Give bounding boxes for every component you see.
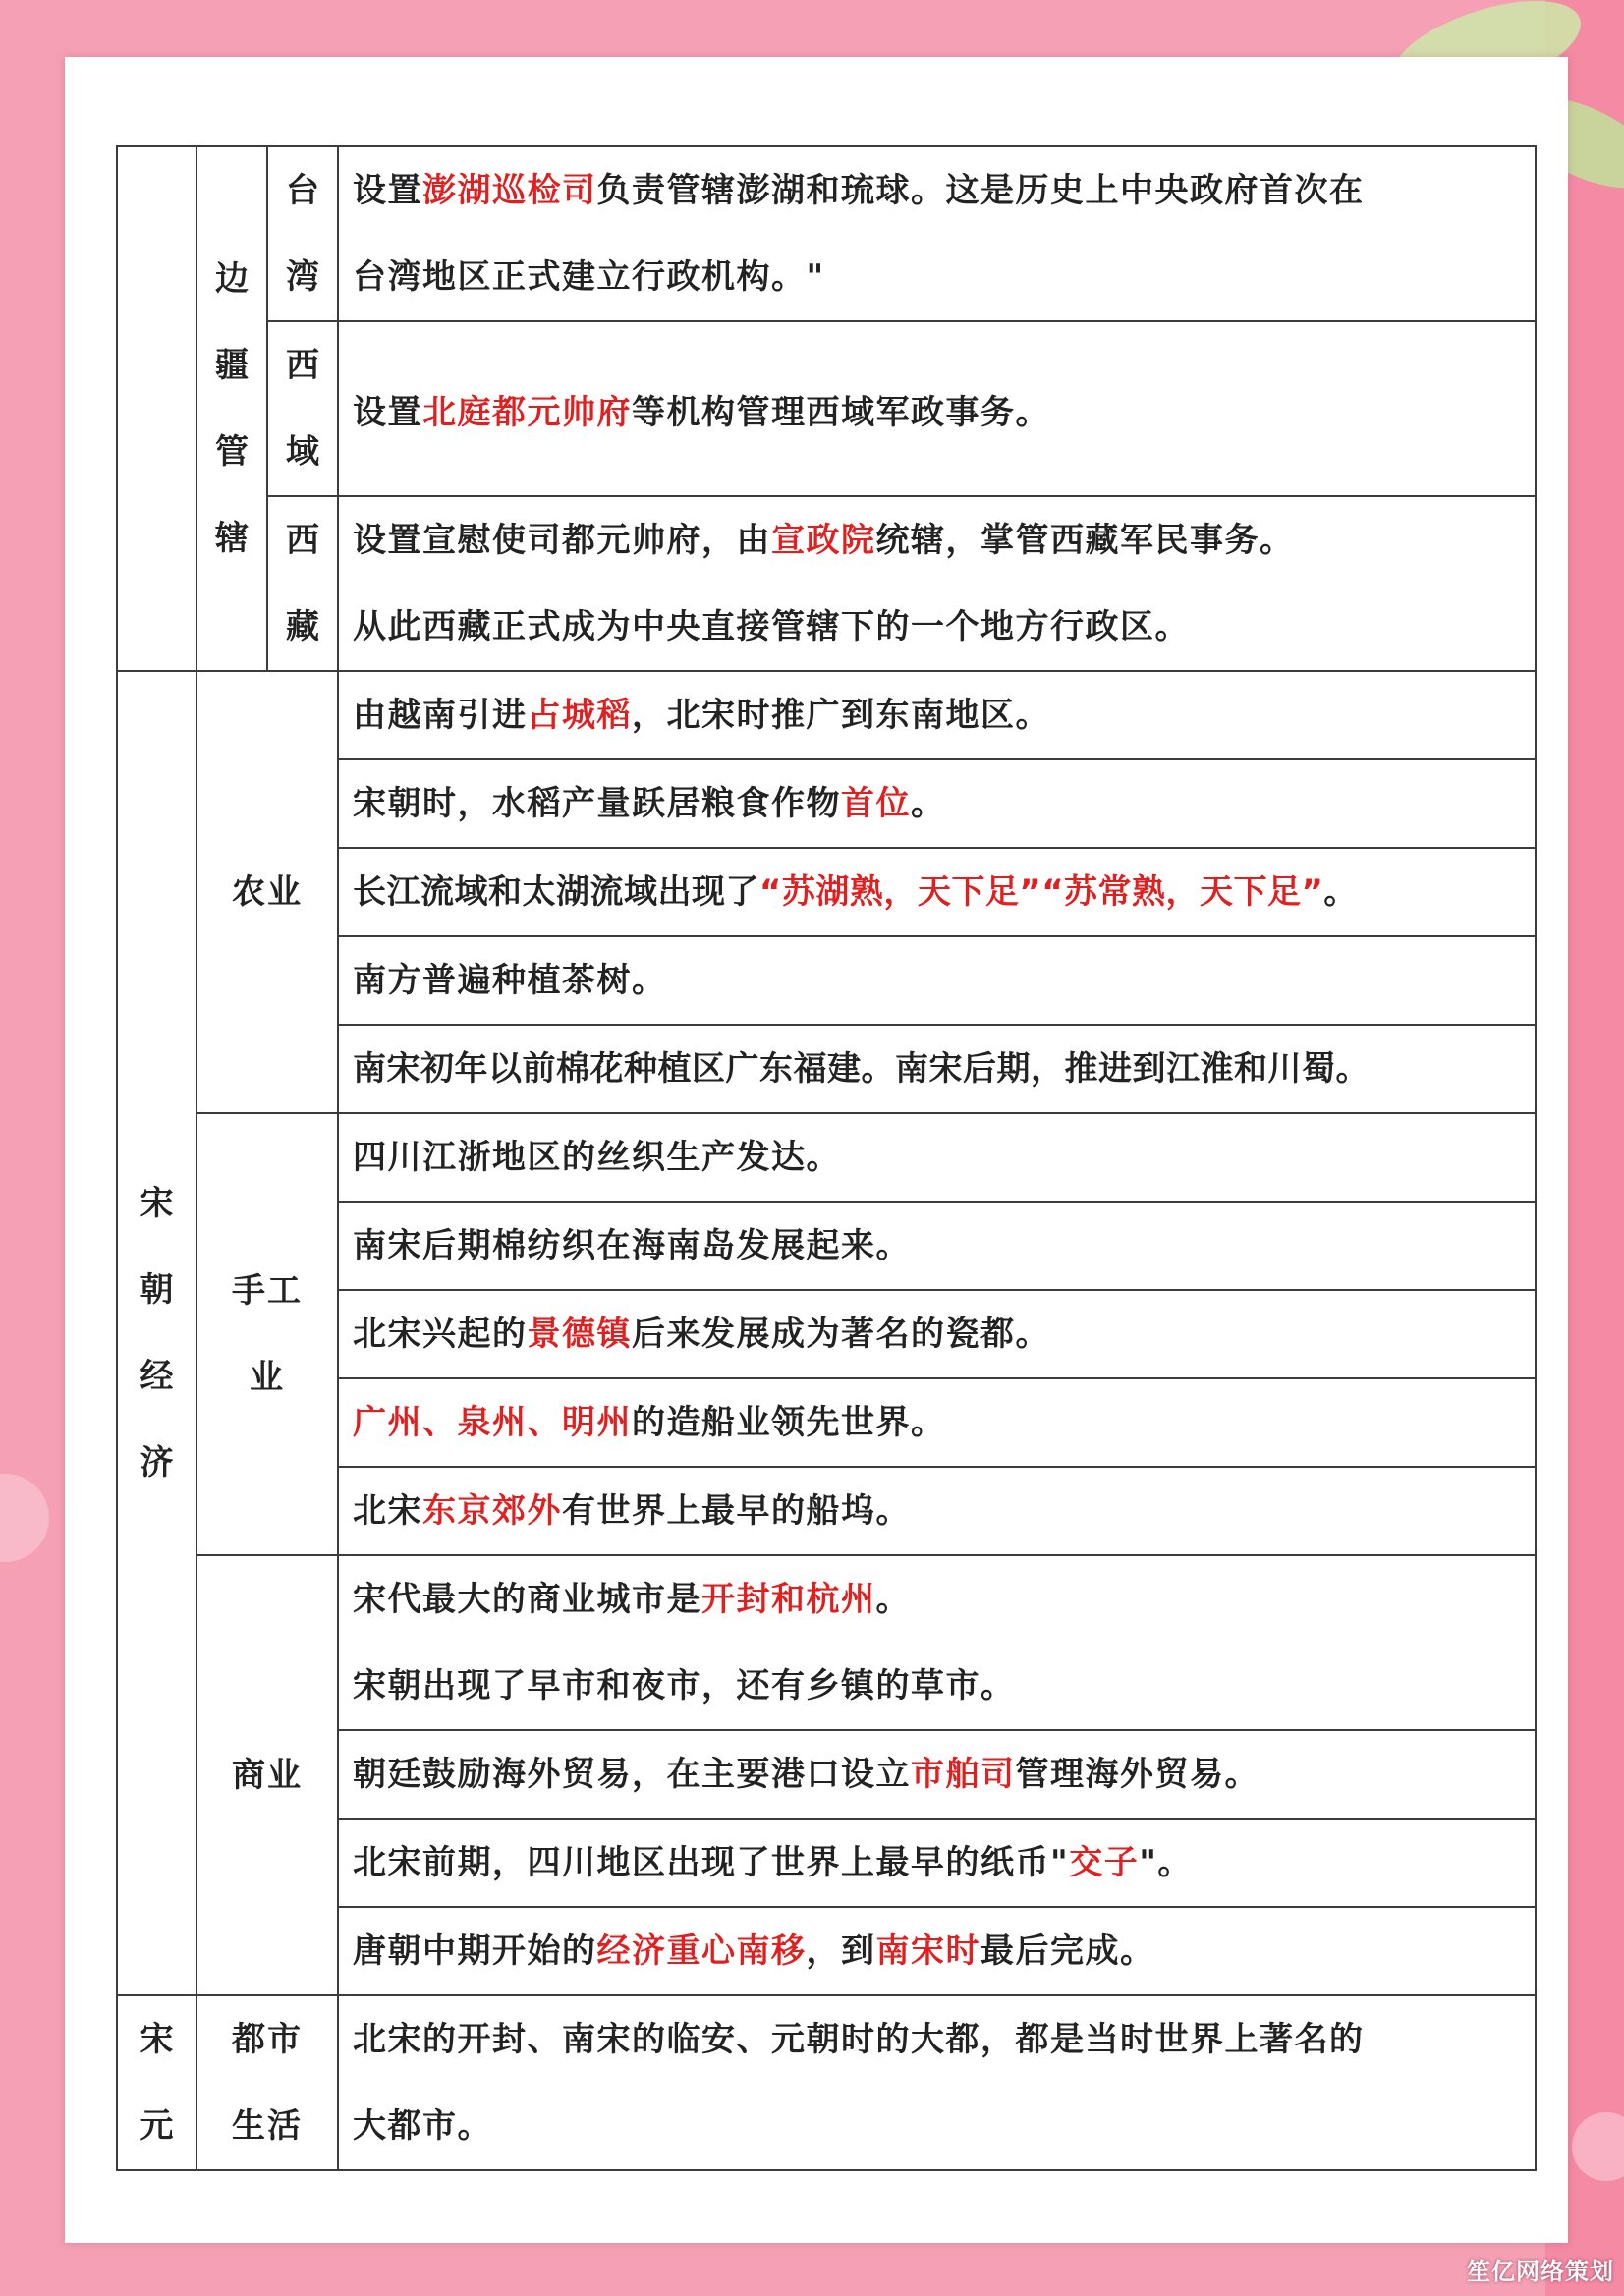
table-row xyxy=(117,1113,1536,1202)
commerce-item: 朝廷鼓励海外贸易，在主要港口设立市舶司管理海外贸易。 xyxy=(338,1730,1536,1819)
table-row xyxy=(117,146,1536,321)
xiyu-content: 设置北庭都元帅府等机构管理西域军政事务。 xyxy=(338,321,1536,496)
blob-decoration xyxy=(0,1474,49,1562)
xiyu-label: 西 域 xyxy=(267,321,338,496)
handicraft-label: 手工 业 xyxy=(196,1113,338,1555)
agriculture-item: 南宋初年以前棉花种植区广东福建。南宋后期，推进到江淮和川蜀。 xyxy=(338,1025,1536,1113)
agriculture-item: 由越南引进占城稻，北宋时推广到东南地区。 xyxy=(338,671,1536,759)
agriculture-label: 农业 xyxy=(196,671,338,1113)
handicraft-item: 北宋东京郊外有世界上最早的船坞。 xyxy=(338,1467,1536,1555)
history-summary-table xyxy=(116,145,1537,2171)
handicraft-item: 广州、泉州、明州的造船业领先世界。 xyxy=(338,1378,1536,1467)
watermark: 笙亿网络策划 xyxy=(1467,2258,1614,2285)
agriculture-item: 宋朝时，水稻产量跃居粮食作物首位。 xyxy=(338,759,1536,848)
table-row xyxy=(117,496,1536,671)
commerce-item: 宋代最大的商业城市是开封和杭州。 宋朝出现了早市和夜市，还有乡镇的草市。 xyxy=(338,1555,1536,1730)
empty-category-cell xyxy=(117,146,196,671)
song-economy-label: 宋 朝 经 济 xyxy=(117,671,196,1995)
table-row xyxy=(117,1555,1536,1730)
city-life-label: 都市 生活 xyxy=(196,1995,338,2170)
handicraft-item: 北宋兴起的景德镇后来发展成为著名的瓷都。 xyxy=(338,1290,1536,1378)
table-row xyxy=(117,671,1536,759)
table-row xyxy=(117,1995,1536,2170)
agriculture-item: 南方普遍种植茶树。 xyxy=(338,936,1536,1025)
taiwan-content: 设置澎湖巡检司负责管辖澎湖和琉球。这是历史上中央政府首次在 台湾地区正式建立行政机构。" xyxy=(338,146,1536,321)
commerce-item: 唐朝中期开始的经济重心南移，到南宋时最后完成。 xyxy=(338,1907,1536,1995)
xizang-label: 西 藏 xyxy=(267,496,338,671)
handicraft-item: 四川江浙地区的丝织生产发达。 xyxy=(338,1113,1536,1202)
agriculture-item: 长江流域和太湖流域出现了“苏湖熟，天下足”“苏常熟，天下足”。 xyxy=(338,848,1536,936)
commerce-label: 商业 xyxy=(196,1555,338,1995)
frontier-admin-label: 边 疆 管 辖 xyxy=(196,146,267,671)
city-life-content: 北宋的开封、南宋的临安、元朝时的大都，都是当时世界上著名的 大都市。 xyxy=(338,1995,1536,2170)
table-row xyxy=(117,321,1536,496)
taiwan-label: 台 湾 xyxy=(267,146,338,321)
commerce-item: 北宋前期，四川地区出现了世界上最早的纸币"交子"。 xyxy=(338,1819,1536,1907)
xizang-content: 设置宣慰使司都元帅府，由宣政院统辖，掌管西藏军民事务。 从此西藏正式成为中央直接管辖下的一个地方行政区。 xyxy=(338,496,1536,671)
handicraft-item: 南宋后期棉纺织在海南岛发展起来。 xyxy=(338,1202,1536,1290)
song-yuan-label: 宋 元 xyxy=(117,1995,196,2170)
